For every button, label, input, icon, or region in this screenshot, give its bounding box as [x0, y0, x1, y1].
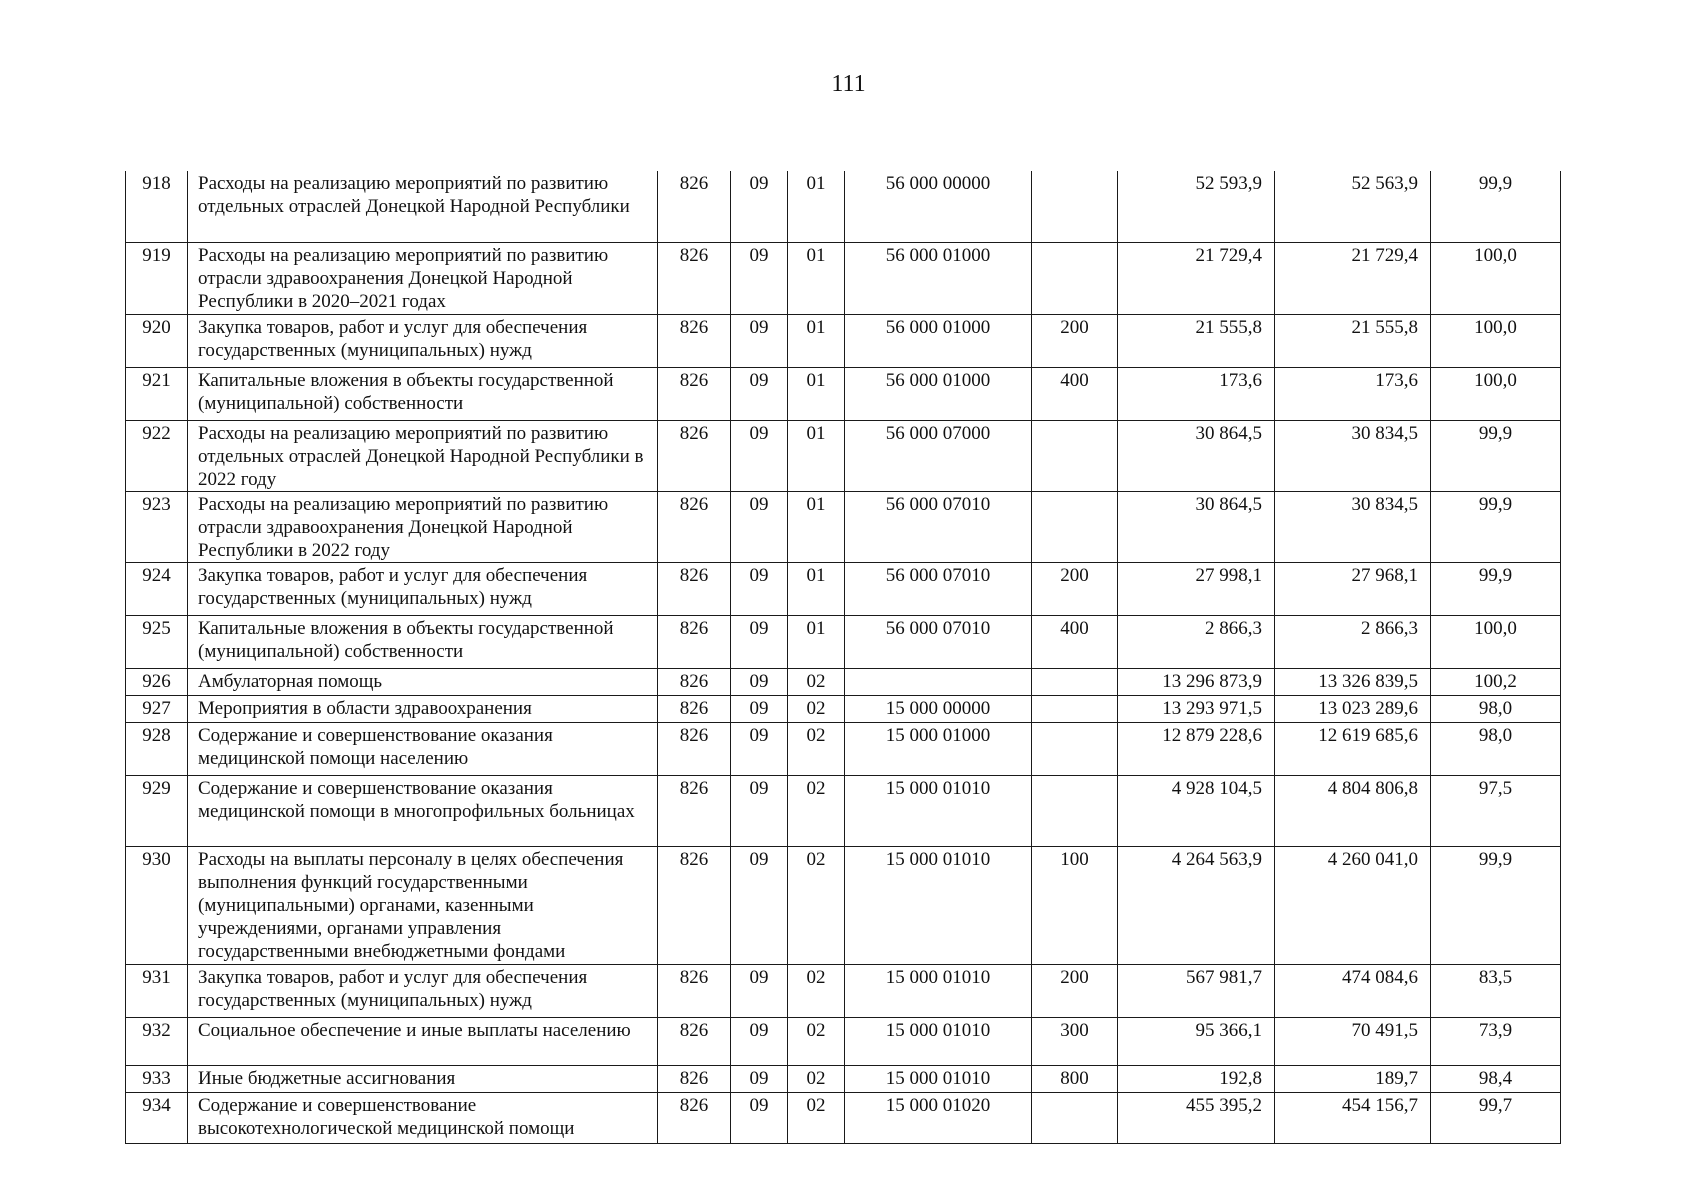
subsection-code-cell: 01: [788, 367, 845, 420]
section-code-cell: 09: [731, 846, 788, 964]
planned-amount-cell: 173,6: [1118, 367, 1275, 420]
ministry-code-cell: 826: [658, 171, 731, 242]
actual-amount-cell: 30 834,5: [1275, 420, 1431, 491]
planned-amount-cell: 27 998,1: [1118, 562, 1275, 615]
actual-amount-cell: 2 866,3: [1275, 615, 1431, 668]
ministry-code-cell: 826: [658, 242, 731, 314]
subsection-code-cell: 02: [788, 722, 845, 775]
subsection-code-cell: 01: [788, 242, 845, 314]
actual-amount-cell: 189,7: [1275, 1065, 1431, 1092]
target-article-code-cell: 56 000 01000: [845, 242, 1032, 314]
row-number-cell: 922: [126, 420, 188, 491]
actual-amount-cell: 173,6: [1275, 367, 1431, 420]
table-row: [126, 314, 1561, 367]
table-row: [126, 562, 1561, 615]
execution-percent-cell: 100,0: [1431, 615, 1561, 668]
planned-amount-cell: 455 395,2: [1118, 1092, 1275, 1143]
planned-amount-cell: 4 264 563,9: [1118, 846, 1275, 964]
execution-percent-cell: 99,9: [1431, 420, 1561, 491]
row-number-cell: 921: [126, 367, 188, 420]
execution-percent-cell: 98,4: [1431, 1065, 1561, 1092]
execution-percent-cell: 83,5: [1431, 964, 1561, 1017]
ministry-code-cell: 826: [658, 1017, 731, 1065]
target-article-code-cell: 56 000 01000: [845, 314, 1032, 367]
target-article-code-cell: 56 000 07010: [845, 562, 1032, 615]
expense-type-code-cell: [1032, 775, 1118, 846]
table-row: [126, 171, 1561, 242]
subsection-code-cell: 02: [788, 964, 845, 1017]
execution-percent-cell: 99,9: [1431, 562, 1561, 615]
planned-amount-cell: 13 293 971,5: [1118, 695, 1275, 722]
expense-type-code-cell: [1032, 420, 1118, 491]
section-code-cell: 09: [731, 668, 788, 695]
expense-name-cell: Иные бюджетные ассигнования: [188, 1065, 658, 1092]
planned-amount-cell: 21 555,8: [1118, 314, 1275, 367]
expense-type-code-cell: 200: [1032, 562, 1118, 615]
ministry-code-cell: 826: [658, 1065, 731, 1092]
planned-amount-cell: 95 366,1: [1118, 1017, 1275, 1065]
subsection-code-cell: 02: [788, 695, 845, 722]
table-row: [126, 775, 1561, 846]
table-row: [126, 1092, 1561, 1143]
section-code-cell: 09: [731, 420, 788, 491]
expense-type-code-cell: 400: [1032, 367, 1118, 420]
actual-amount-cell: 4 804 806,8: [1275, 775, 1431, 846]
ministry-code-cell: 826: [658, 775, 731, 846]
actual-amount-cell: 70 491,5: [1275, 1017, 1431, 1065]
expense-name-cell: Амбулаторная помощь: [188, 668, 658, 695]
ministry-code-cell: 826: [658, 1092, 731, 1143]
target-article-code-cell: 56 000 00000: [845, 171, 1032, 242]
row-number-cell: 919: [126, 242, 188, 314]
table-row: [126, 846, 1561, 964]
section-code-cell: 09: [731, 775, 788, 846]
planned-amount-cell: 192,8: [1118, 1065, 1275, 1092]
ministry-code-cell: 826: [658, 668, 731, 695]
row-number-cell: 933: [126, 1065, 188, 1092]
section-code-cell: 09: [731, 615, 788, 668]
subsection-code-cell: 01: [788, 314, 845, 367]
table-row: [126, 491, 1561, 562]
section-code-cell: 09: [731, 1092, 788, 1143]
row-number-cell: 920: [126, 314, 188, 367]
subsection-code-cell: 02: [788, 1017, 845, 1065]
execution-percent-cell: 99,7: [1431, 1092, 1561, 1143]
ministry-code-cell: 826: [658, 562, 731, 615]
expense-name-cell: Расходы на реализацию мероприятий по развитию отдельных отраслей Донецкой Народной Республики: [188, 171, 658, 242]
target-article-code-cell: 56 000 07010: [845, 491, 1032, 562]
expense-type-code-cell: 200: [1032, 314, 1118, 367]
expense-type-code-cell: 200: [1032, 964, 1118, 1017]
expense-type-code-cell: 100: [1032, 846, 1118, 964]
execution-percent-cell: 100,0: [1431, 314, 1561, 367]
execution-percent-cell: 100,0: [1431, 242, 1561, 314]
section-code-cell: 09: [731, 695, 788, 722]
section-code-cell: 09: [731, 722, 788, 775]
section-code-cell: 09: [731, 491, 788, 562]
actual-amount-cell: 52 563,9: [1275, 171, 1431, 242]
ministry-code-cell: 826: [658, 695, 731, 722]
expense-type-code-cell: [1032, 668, 1118, 695]
actual-amount-cell: 454 156,7: [1275, 1092, 1431, 1143]
execution-percent-cell: 97,5: [1431, 775, 1561, 846]
subsection-code-cell: 02: [788, 1065, 845, 1092]
row-number-cell: 918: [126, 171, 188, 242]
subsection-code-cell: 01: [788, 491, 845, 562]
execution-percent-cell: 98,0: [1431, 722, 1561, 775]
subsection-code-cell: 01: [788, 171, 845, 242]
section-code-cell: 09: [731, 367, 788, 420]
ministry-code-cell: 826: [658, 964, 731, 1017]
execution-percent-cell: 99,9: [1431, 491, 1561, 562]
expense-type-code-cell: 800: [1032, 1065, 1118, 1092]
row-number-cell: 934: [126, 1092, 188, 1143]
target-article-code-cell: 56 000 01000: [845, 367, 1032, 420]
expense-name-cell: Содержание и совершенствование оказания медицинской помощи в многопрофильных больницах: [188, 775, 658, 846]
actual-amount-cell: 4 260 041,0: [1275, 846, 1431, 964]
section-code-cell: 09: [731, 1017, 788, 1065]
expense-name-cell: Расходы на реализацию мероприятий по развитию отрасли здравоохранения Донецкой Народной Республики в 2022 году: [188, 491, 658, 562]
actual-amount-cell: 21 555,8: [1275, 314, 1431, 367]
expense-name-cell: Капитальные вложения в объекты государственной (муниципальной) собственности: [188, 367, 658, 420]
ministry-code-cell: 826: [658, 367, 731, 420]
planned-amount-cell: 2 866,3: [1118, 615, 1275, 668]
target-article-code-cell: 15 000 00000: [845, 695, 1032, 722]
table-row: [126, 1065, 1561, 1092]
table-row: [126, 615, 1561, 668]
section-code-cell: 09: [731, 562, 788, 615]
table-row: [126, 367, 1561, 420]
expense-name-cell: Содержание и совершенствование оказания медицинской помощи населению: [188, 722, 658, 775]
expense-name-cell: Расходы на выплаты персоналу в целях обеспечения выполнения функций государственными (муниципальными) органами, казенными учреждениями, органами управления государственными внебюджетными фондами: [188, 846, 658, 964]
row-number-cell: 925: [126, 615, 188, 668]
target-article-code-cell: 56 000 07000: [845, 420, 1032, 491]
expense-name-cell: Мероприятия в области здравоохранения: [188, 695, 658, 722]
subsection-code-cell: 01: [788, 615, 845, 668]
expense-name-cell: Социальное обеспечение и иные выплаты населению: [188, 1017, 658, 1065]
expense-name-cell: Расходы на реализацию мероприятий по развитию отрасли здравоохранения Донецкой Народной Республики в 2020–2021 годах: [188, 242, 658, 314]
section-code-cell: 09: [731, 964, 788, 1017]
table-row: [126, 242, 1561, 314]
ministry-code-cell: 826: [658, 722, 731, 775]
row-number-cell: 932: [126, 1017, 188, 1065]
actual-amount-cell: 13 326 839,5: [1275, 668, 1431, 695]
subsection-code-cell: 01: [788, 562, 845, 615]
target-article-code-cell: 15 000 01010: [845, 775, 1032, 846]
section-code-cell: 09: [731, 314, 788, 367]
expense-name-cell: Закупка товаров, работ и услуг для обеспечения государственных (муниципальных) нужд: [188, 964, 658, 1017]
subsection-code-cell: 02: [788, 1092, 845, 1143]
expense-type-code-cell: [1032, 171, 1118, 242]
section-code-cell: 09: [731, 242, 788, 314]
target-article-code-cell: 15 000 01000: [845, 722, 1032, 775]
actual-amount-cell: 21 729,4: [1275, 242, 1431, 314]
table-row: [126, 420, 1561, 491]
expense-name-cell: Капитальные вложения в объекты государственной (муниципальной) собственности: [188, 615, 658, 668]
actual-amount-cell: 474 084,6: [1275, 964, 1431, 1017]
expense-type-code-cell: [1032, 722, 1118, 775]
planned-amount-cell: 4 928 104,5: [1118, 775, 1275, 846]
table-row: [126, 1017, 1561, 1065]
execution-percent-cell: 98,0: [1431, 695, 1561, 722]
execution-percent-cell: 73,9: [1431, 1017, 1561, 1065]
expense-name-cell: Закупка товаров, работ и услуг для обеспечения государственных (муниципальных) нужд: [188, 314, 658, 367]
table-body: [126, 171, 1561, 1143]
expense-type-code-cell: 300: [1032, 1017, 1118, 1065]
row-number-cell: 927: [126, 695, 188, 722]
target-article-code-cell: 15 000 01010: [845, 964, 1032, 1017]
page-number: 111: [831, 71, 866, 97]
row-number-cell: 923: [126, 491, 188, 562]
expense-name-cell: Содержание и совершенствование высокотехнологической медицинской помощи: [188, 1092, 658, 1143]
target-article-code-cell: 15 000 01010: [845, 846, 1032, 964]
ministry-code-cell: 826: [658, 491, 731, 562]
section-code-cell: 09: [731, 1065, 788, 1092]
subsection-code-cell: 01: [788, 420, 845, 491]
subsection-code-cell: 02: [788, 668, 845, 695]
expense-type-code-cell: [1032, 695, 1118, 722]
expense-name-cell: Закупка товаров, работ и услуг для обеспечения государственных (муниципальных) нужд: [188, 562, 658, 615]
target-article-code-cell: 56 000 07010: [845, 615, 1032, 668]
ministry-code-cell: 826: [658, 846, 731, 964]
planned-amount-cell: 567 981,7: [1118, 964, 1275, 1017]
expense-type-code-cell: [1032, 242, 1118, 314]
budget-table: [125, 171, 1561, 1144]
ministry-code-cell: 826: [658, 615, 731, 668]
table-row: [126, 722, 1561, 775]
target-article-code-cell: 15 000 01020: [845, 1092, 1032, 1143]
actual-amount-cell: 12 619 685,6: [1275, 722, 1431, 775]
execution-percent-cell: 99,9: [1431, 171, 1561, 242]
expense-type-code-cell: [1032, 491, 1118, 562]
actual-amount-cell: 13 023 289,6: [1275, 695, 1431, 722]
subsection-code-cell: 02: [788, 846, 845, 964]
target-article-code-cell: [845, 668, 1032, 695]
actual-amount-cell: 30 834,5: [1275, 491, 1431, 562]
table-row: [126, 964, 1561, 1017]
expense-name-cell: Расходы на реализацию мероприятий по развитию отдельных отраслей Донецкой Народной Республики в 2022 году: [188, 420, 658, 491]
row-number-cell: 930: [126, 846, 188, 964]
target-article-code-cell: 15 000 01010: [845, 1065, 1032, 1092]
planned-amount-cell: 30 864,5: [1118, 420, 1275, 491]
row-number-cell: 924: [126, 562, 188, 615]
execution-percent-cell: 100,2: [1431, 668, 1561, 695]
row-number-cell: 928: [126, 722, 188, 775]
row-number-cell: 931: [126, 964, 188, 1017]
section-code-cell: 09: [731, 171, 788, 242]
table-row: [126, 668, 1561, 695]
expense-type-code-cell: [1032, 1092, 1118, 1143]
target-article-code-cell: 15 000 01010: [845, 1017, 1032, 1065]
execution-percent-cell: 99,9: [1431, 846, 1561, 964]
ministry-code-cell: 826: [658, 420, 731, 491]
actual-amount-cell: 27 968,1: [1275, 562, 1431, 615]
ministry-code-cell: 826: [658, 314, 731, 367]
planned-amount-cell: 12 879 228,6: [1118, 722, 1275, 775]
expense-type-code-cell: 400: [1032, 615, 1118, 668]
planned-amount-cell: 52 593,9: [1118, 171, 1275, 242]
table-row: [126, 695, 1561, 722]
planned-amount-cell: 30 864,5: [1118, 491, 1275, 562]
planned-amount-cell: 21 729,4: [1118, 242, 1275, 314]
row-number-cell: 929: [126, 775, 188, 846]
execution-percent-cell: 100,0: [1431, 367, 1561, 420]
subsection-code-cell: 02: [788, 775, 845, 846]
row-number-cell: 926: [126, 668, 188, 695]
planned-amount-cell: 13 296 873,9: [1118, 668, 1275, 695]
